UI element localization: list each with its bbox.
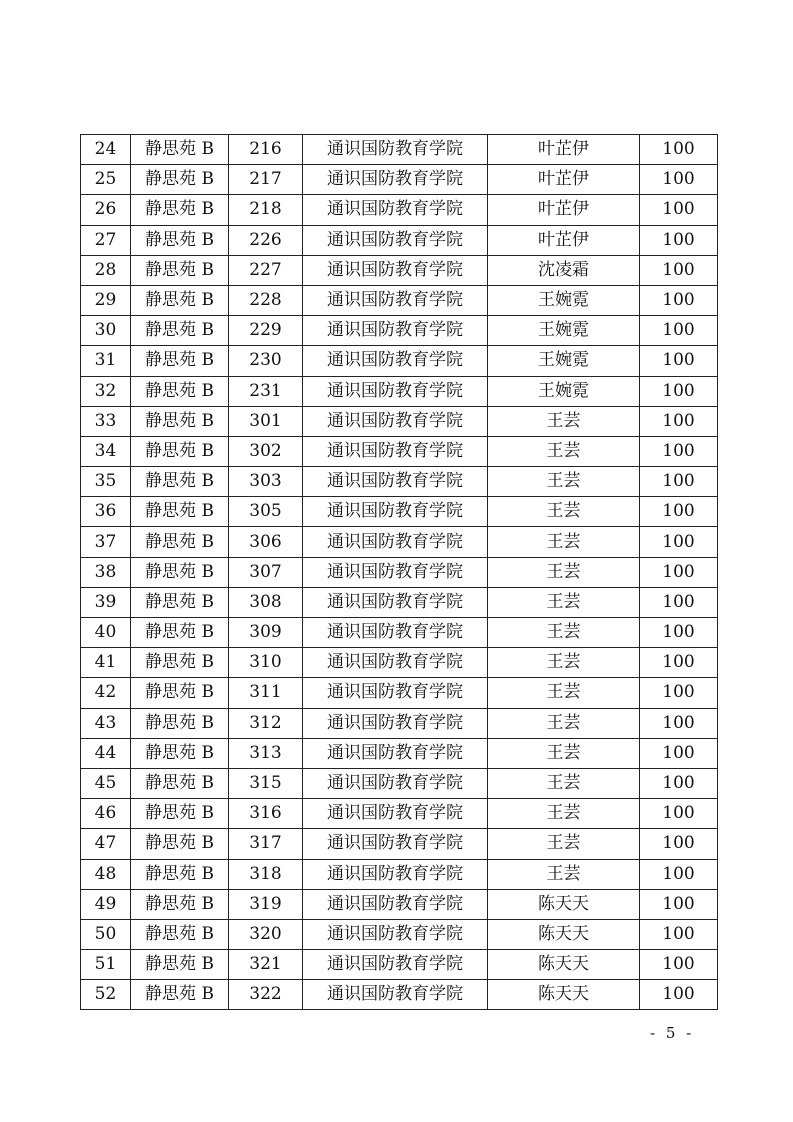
table-row [81, 708, 718, 738]
cell-college: 通识国防教育学院 [303, 980, 488, 1010]
cell-serial-number: 51 [81, 950, 131, 980]
cell-building: 静思苑 B [131, 768, 229, 798]
cell-room-number: 322 [229, 980, 303, 1010]
cell-room-number: 302 [229, 436, 303, 466]
cell-score: 100 [640, 497, 718, 527]
cell-college: 通识国防教育学院 [303, 165, 488, 195]
cell-serial-number: 28 [81, 255, 131, 285]
cell-room-number: 311 [229, 678, 303, 708]
cell-college: 通识国防教育学院 [303, 678, 488, 708]
cell-building: 静思苑 B [131, 346, 229, 376]
cell-serial-number: 24 [81, 135, 131, 165]
cell-building: 静思苑 B [131, 587, 229, 617]
cell-building: 静思苑 B [131, 255, 229, 285]
table-row [81, 587, 718, 617]
cell-building: 静思苑 B [131, 497, 229, 527]
cell-building: 静思苑 B [131, 165, 229, 195]
cell-room-number: 301 [229, 406, 303, 436]
cell-serial-number: 42 [81, 678, 131, 708]
cell-person-name: 叶芷伊 [488, 135, 640, 165]
cell-building: 静思苑 B [131, 527, 229, 557]
cell-room-number: 321 [229, 950, 303, 980]
cell-room-number: 226 [229, 225, 303, 255]
table-row [81, 980, 718, 1010]
table-row [81, 225, 718, 255]
table-row [81, 950, 718, 980]
cell-room-number: 308 [229, 587, 303, 617]
cell-building: 静思苑 B [131, 648, 229, 678]
cell-room-number: 229 [229, 316, 303, 346]
cell-college: 通识国防教育学院 [303, 950, 488, 980]
cell-building: 静思苑 B [131, 678, 229, 708]
cell-serial-number: 52 [81, 980, 131, 1010]
cell-serial-number: 38 [81, 557, 131, 587]
table-row [81, 859, 718, 889]
table-row [81, 799, 718, 829]
cell-serial-number: 46 [81, 799, 131, 829]
cell-person-name: 王芸 [488, 618, 640, 648]
cell-serial-number: 35 [81, 467, 131, 497]
cell-score: 100 [640, 316, 718, 346]
cell-score: 100 [640, 768, 718, 798]
cell-score: 100 [640, 165, 718, 195]
cell-college: 通识国防教育学院 [303, 859, 488, 889]
cell-room-number: 309 [229, 618, 303, 648]
table-row [81, 255, 718, 285]
cell-person-name: 王婉霓 [488, 316, 640, 346]
cell-building: 静思苑 B [131, 376, 229, 406]
cell-college: 通识国防教育学院 [303, 618, 488, 648]
cell-building: 静思苑 B [131, 467, 229, 497]
cell-room-number: 231 [229, 376, 303, 406]
table-row [81, 738, 718, 768]
cell-serial-number: 31 [81, 346, 131, 376]
cell-college: 通识国防教育学院 [303, 829, 488, 859]
cell-building: 静思苑 B [131, 618, 229, 648]
cell-building: 静思苑 B [131, 738, 229, 768]
cell-person-name: 王芸 [488, 467, 640, 497]
cell-score: 100 [640, 135, 718, 165]
cell-college: 通识国防教育学院 [303, 376, 488, 406]
cell-college: 通识国防教育学院 [303, 285, 488, 315]
cell-serial-number: 50 [81, 919, 131, 949]
cell-score: 100 [640, 678, 718, 708]
cell-serial-number: 40 [81, 618, 131, 648]
cell-score: 100 [640, 285, 718, 315]
cell-building: 静思苑 B [131, 557, 229, 587]
cell-serial-number: 49 [81, 889, 131, 919]
cell-serial-number: 26 [81, 195, 131, 225]
cell-person-name: 王芸 [488, 708, 640, 738]
cell-building: 静思苑 B [131, 708, 229, 738]
cell-room-number: 312 [229, 708, 303, 738]
cell-serial-number: 27 [81, 225, 131, 255]
cell-serial-number: 45 [81, 768, 131, 798]
cell-room-number: 227 [229, 255, 303, 285]
cell-room-number: 313 [229, 738, 303, 768]
cell-person-name: 沈凌霜 [488, 255, 640, 285]
cell-college: 通识国防教育学院 [303, 135, 488, 165]
cell-person-name: 王芸 [488, 557, 640, 587]
cell-person-name: 陈天天 [488, 919, 640, 949]
cell-college: 通识国防教育学院 [303, 557, 488, 587]
cell-college: 通识国防教育学院 [303, 919, 488, 949]
cell-college: 通识国防教育学院 [303, 406, 488, 436]
table-row [81, 135, 718, 165]
cell-college: 通识国防教育学院 [303, 436, 488, 466]
cell-score: 100 [640, 406, 718, 436]
cell-score: 100 [640, 195, 718, 225]
cell-person-name: 王婉霓 [488, 346, 640, 376]
cell-serial-number: 47 [81, 829, 131, 859]
table-row [81, 919, 718, 949]
cell-college: 通识国防教育学院 [303, 708, 488, 738]
dormitory-score-table [80, 134, 718, 1010]
cell-room-number: 230 [229, 346, 303, 376]
cell-serial-number: 25 [81, 165, 131, 195]
table-row [81, 678, 718, 708]
cell-serial-number: 37 [81, 527, 131, 557]
cell-person-name: 陈天天 [488, 889, 640, 919]
cell-score: 100 [640, 527, 718, 557]
cell-person-name: 叶芷伊 [488, 165, 640, 195]
cell-person-name: 王婉霓 [488, 376, 640, 406]
cell-score: 100 [640, 708, 718, 738]
cell-room-number: 310 [229, 648, 303, 678]
cell-room-number: 319 [229, 889, 303, 919]
cell-person-name: 王芸 [488, 799, 640, 829]
cell-college: 通识国防教育学院 [303, 527, 488, 557]
table-row [81, 829, 718, 859]
table-row [81, 618, 718, 648]
cell-score: 100 [640, 436, 718, 466]
cell-person-name: 王芸 [488, 738, 640, 768]
table-body [81, 135, 718, 1010]
cell-score: 100 [640, 376, 718, 406]
cell-serial-number: 39 [81, 587, 131, 617]
cell-building: 静思苑 B [131, 919, 229, 949]
table-row [81, 165, 718, 195]
table-row [81, 285, 718, 315]
cell-person-name: 王芸 [488, 768, 640, 798]
cell-building: 静思苑 B [131, 829, 229, 859]
cell-college: 通识国防教育学院 [303, 648, 488, 678]
cell-score: 100 [640, 255, 718, 285]
cell-serial-number: 36 [81, 497, 131, 527]
cell-score: 100 [640, 799, 718, 829]
cell-serial-number: 33 [81, 406, 131, 436]
cell-score: 100 [640, 467, 718, 497]
table-row [81, 195, 718, 225]
cell-serial-number: 41 [81, 648, 131, 678]
cell-building: 静思苑 B [131, 316, 229, 346]
table-row [81, 406, 718, 436]
cell-score: 100 [640, 648, 718, 678]
cell-college: 通识国防教育学院 [303, 195, 488, 225]
cell-college: 通识国防教育学院 [303, 889, 488, 919]
table-row [81, 497, 718, 527]
cell-room-number: 228 [229, 285, 303, 315]
table-row [81, 467, 718, 497]
cell-serial-number: 34 [81, 436, 131, 466]
cell-building: 静思苑 B [131, 436, 229, 466]
cell-room-number: 306 [229, 527, 303, 557]
cell-building: 静思苑 B [131, 950, 229, 980]
cell-building: 静思苑 B [131, 859, 229, 889]
page-number: - 5 - [650, 1024, 695, 1042]
cell-serial-number: 48 [81, 859, 131, 889]
cell-score: 100 [640, 738, 718, 768]
cell-building: 静思苑 B [131, 799, 229, 829]
cell-score: 100 [640, 859, 718, 889]
cell-building: 静思苑 B [131, 980, 229, 1010]
cell-person-name: 王芸 [488, 406, 640, 436]
table-row [81, 557, 718, 587]
cell-person-name: 王芸 [488, 497, 640, 527]
cell-person-name: 王婉霓 [488, 285, 640, 315]
cell-building: 静思苑 B [131, 285, 229, 315]
table-row [81, 436, 718, 466]
cell-building: 静思苑 B [131, 225, 229, 255]
cell-room-number: 315 [229, 768, 303, 798]
cell-score: 100 [640, 587, 718, 617]
cell-room-number: 305 [229, 497, 303, 527]
cell-person-name: 王芸 [488, 678, 640, 708]
cell-person-name: 王芸 [488, 648, 640, 678]
table-row [81, 527, 718, 557]
table-row [81, 768, 718, 798]
cell-score: 100 [640, 557, 718, 587]
cell-person-name: 王芸 [488, 829, 640, 859]
cell-building: 静思苑 B [131, 135, 229, 165]
cell-college: 通识国防教育学院 [303, 225, 488, 255]
cell-person-name: 王芸 [488, 587, 640, 617]
cell-person-name: 陈天天 [488, 950, 640, 980]
cell-room-number: 317 [229, 829, 303, 859]
table-row [81, 316, 718, 346]
cell-room-number: 303 [229, 467, 303, 497]
cell-score: 100 [640, 889, 718, 919]
cell-college: 通识国防教育学院 [303, 799, 488, 829]
cell-score: 100 [640, 980, 718, 1010]
cell-room-number: 218 [229, 195, 303, 225]
cell-score: 100 [640, 950, 718, 980]
cell-score: 100 [640, 618, 718, 648]
cell-serial-number: 32 [81, 376, 131, 406]
cell-building: 静思苑 B [131, 406, 229, 436]
cell-college: 通识国防教育学院 [303, 467, 488, 497]
cell-room-number: 316 [229, 799, 303, 829]
cell-college: 通识国防教育学院 [303, 497, 488, 527]
cell-person-name: 王芸 [488, 527, 640, 557]
cell-score: 100 [640, 346, 718, 376]
cell-building: 静思苑 B [131, 889, 229, 919]
cell-person-name: 王芸 [488, 436, 640, 466]
cell-room-number: 318 [229, 859, 303, 889]
cell-person-name: 叶芷伊 [488, 225, 640, 255]
cell-room-number: 320 [229, 919, 303, 949]
cell-score: 100 [640, 919, 718, 949]
cell-college: 通识国防教育学院 [303, 738, 488, 768]
cell-score: 100 [640, 225, 718, 255]
cell-room-number: 217 [229, 165, 303, 195]
table-row [81, 648, 718, 678]
cell-serial-number: 43 [81, 708, 131, 738]
cell-serial-number: 30 [81, 316, 131, 346]
cell-room-number: 307 [229, 557, 303, 587]
cell-serial-number: 29 [81, 285, 131, 315]
table-row [81, 376, 718, 406]
cell-person-name: 叶芷伊 [488, 195, 640, 225]
cell-room-number: 216 [229, 135, 303, 165]
cell-person-name: 王芸 [488, 859, 640, 889]
cell-building: 静思苑 B [131, 195, 229, 225]
cell-person-name: 陈天天 [488, 980, 640, 1010]
cell-serial-number: 44 [81, 738, 131, 768]
cell-college: 通识国防教育学院 [303, 587, 488, 617]
cell-score: 100 [640, 829, 718, 859]
cell-college: 通识国防教育学院 [303, 255, 488, 285]
cell-college: 通识国防教育学院 [303, 316, 488, 346]
table-row [81, 889, 718, 919]
cell-college: 通识国防教育学院 [303, 768, 488, 798]
cell-college: 通识国防教育学院 [303, 346, 488, 376]
table-row [81, 346, 718, 376]
